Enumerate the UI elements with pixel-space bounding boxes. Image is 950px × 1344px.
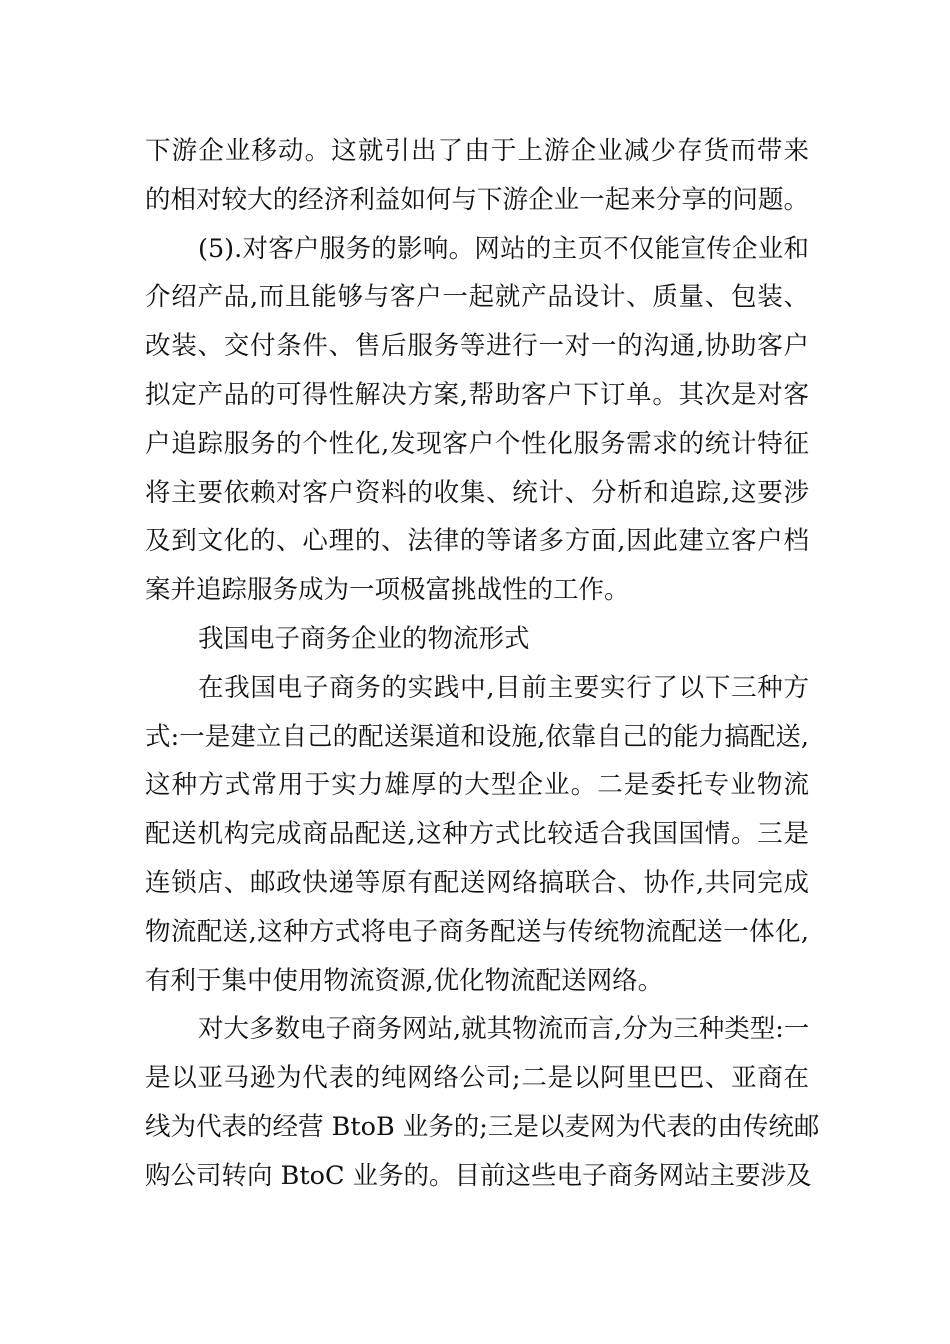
text-line: 式:一是建立自己的配送渠道和设施,依靠自己的能力搞配送, (145, 721, 809, 752)
text-line: 下游企业移动。这就引出了由于上游企业减少存货而带来 (145, 136, 809, 166)
text-line: (5).对客户服务的影响。网站的主页不仅能宣传企业和 (198, 233, 809, 264)
text-line: 介绍产品,而且能够与客户一起就产品设计、质量、包装、 (145, 282, 809, 313)
text-line: 购公司转向 BtoC 业务的。目前这些电子商务网站主要涉及 (145, 1160, 812, 1191)
text-line: 在我国电子商务的实践中,目前主要实行了以下三种方 (198, 672, 809, 703)
text-line: 的相对较大的经济利益如何与下游企业一起来分享的问题。 (145, 184, 809, 215)
section-heading: 我国电子商务企业的物流形式 (198, 623, 530, 654)
text-line: 户追踪服务的个性化,发现客户个性化服务需求的统计特征 (145, 428, 809, 459)
text-line: 有利于集中使用物流资源,优化物流配送网络。 (145, 965, 664, 996)
text-line: 连锁店、邮政快递等原有配送网络搞联合、协作,共同完成 (145, 867, 809, 898)
text-line: 物流配送,这种方式将电子商务配送与传统物流配送一体化, (145, 916, 809, 947)
text-line: 对大多数电子商务网站,就其物流而言,分为三种类型:一 (198, 1014, 810, 1045)
text-line: 改装、交付条件、售后服务等进行一对一的沟通,协助客户 (145, 331, 809, 362)
text-line: 及到文化的、心理的、法律的等诸多方面,因此建立客户档 (145, 526, 809, 557)
text-line: 将主要依赖对客户资料的收集、统计、分析和追踪,这要涉 (145, 477, 809, 508)
document-body (145, 127, 820, 1201)
text-line: 这种方式常用于实力雄厚的大型企业。二是委托专业物流 (145, 770, 809, 801)
text-line: 拟定产品的可得性解决方案,帮助客户下订单。其次是对客 (145, 379, 809, 410)
text-line: 是以亚马逊为代表的纯网络公司;二是以阿里巴巴、亚商在 (145, 1063, 809, 1094)
text-line: 案并追踪服务成为一项极富挑战性的工作。 (145, 575, 630, 606)
text-line: 配送机构完成商品配送,这种方式比较适合我国国情。三是 (145, 819, 809, 850)
text-line: 线为代表的经营 BtoB 业务的;三是以麦网为代表的由传统邮 (145, 1111, 820, 1142)
